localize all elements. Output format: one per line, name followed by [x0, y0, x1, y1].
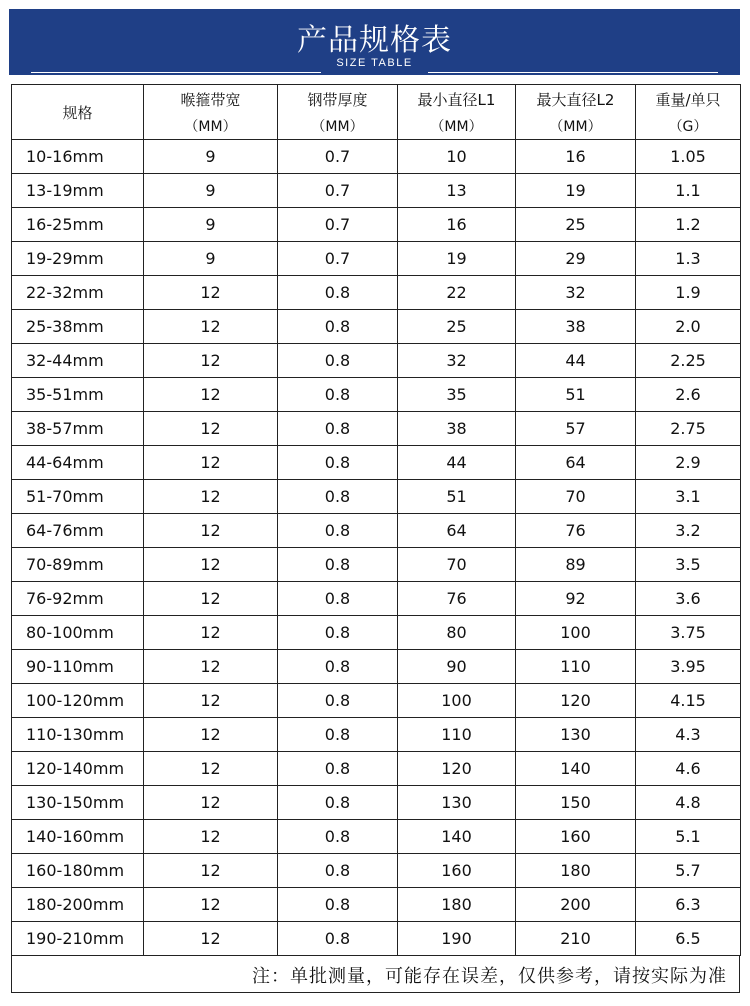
- footnote: [11, 955, 740, 993]
- thickness-cell: 0.8: [278, 922, 398, 956]
- weight-cell: 3.95: [636, 650, 741, 684]
- band-width-cell: 12: [144, 616, 278, 650]
- weight-cell: 6.5: [636, 922, 741, 956]
- spec-cell: 51-70mm: [12, 480, 144, 514]
- header-band-width: 喉箍带宽: [144, 85, 278, 114]
- unit-min-diameter: （MM）: [398, 113, 516, 140]
- band-width-cell: 12: [144, 344, 278, 378]
- thickness-cell: 0.8: [278, 718, 398, 752]
- unit-max-diameter: （MM）: [516, 113, 636, 140]
- thickness-cell: 0.7: [278, 208, 398, 242]
- max-diameter-cell: 150: [516, 786, 636, 820]
- thickness-cell: 0.8: [278, 752, 398, 786]
- min-diameter-cell: 90: [398, 650, 516, 684]
- band-width-cell: 9: [144, 208, 278, 242]
- spec-cell: 76-92mm: [12, 582, 144, 616]
- band-width-cell: 12: [144, 514, 278, 548]
- min-diameter-cell: 38: [398, 412, 516, 446]
- min-diameter-cell: 160: [398, 854, 516, 888]
- max-diameter-cell: 200: [516, 888, 636, 922]
- table-row: [12, 140, 741, 174]
- max-diameter-cell: 29: [516, 242, 636, 276]
- table-row: [12, 276, 741, 310]
- band-width-cell: 12: [144, 684, 278, 718]
- thickness-cell: 0.8: [278, 616, 398, 650]
- band-width-cell: 12: [144, 786, 278, 820]
- weight-cell: 1.1: [636, 174, 741, 208]
- table-row: [12, 514, 741, 548]
- spec-cell: 35-51mm: [12, 378, 144, 412]
- max-diameter-cell: 180: [516, 854, 636, 888]
- max-diameter-cell: 57: [516, 412, 636, 446]
- thickness-cell: 0.8: [278, 514, 398, 548]
- unit-weight: （G）: [636, 113, 741, 140]
- max-diameter-cell: 70: [516, 480, 636, 514]
- spec-cell: 110-130mm: [12, 718, 144, 752]
- spec-header: 规格: [12, 85, 144, 140]
- size-table: [11, 84, 741, 956]
- max-diameter-cell: 16: [516, 140, 636, 174]
- weight-cell: 3.75: [636, 616, 741, 650]
- band-width-cell: 9: [144, 242, 278, 276]
- band-width-cell: 12: [144, 548, 278, 582]
- min-diameter-cell: 110: [398, 718, 516, 752]
- spec-cell: 180-200mm: [12, 888, 144, 922]
- min-diameter-cell: 32: [398, 344, 516, 378]
- header-row-names: [12, 85, 741, 114]
- weight-cell: 4.6: [636, 752, 741, 786]
- weight-cell: 2.9: [636, 446, 741, 480]
- spec-cell: 140-160mm: [12, 820, 144, 854]
- max-diameter-cell: 76: [516, 514, 636, 548]
- header-weight: 重量/单只: [636, 85, 741, 114]
- table-row: [12, 650, 741, 684]
- weight-cell: 3.2: [636, 514, 741, 548]
- max-diameter-cell: 130: [516, 718, 636, 752]
- thickness-cell: 0.8: [278, 786, 398, 820]
- max-diameter-cell: 89: [516, 548, 636, 582]
- min-diameter-cell: 25: [398, 310, 516, 344]
- table-row: [12, 888, 741, 922]
- weight-cell: 2.25: [636, 344, 741, 378]
- band-width-cell: 12: [144, 752, 278, 786]
- banner-divider-right: [428, 72, 718, 73]
- thickness-cell: 0.8: [278, 854, 398, 888]
- max-diameter-cell: 51: [516, 378, 636, 412]
- table-row: [12, 922, 741, 956]
- spec-cell: 90-110mm: [12, 650, 144, 684]
- thickness-cell: 0.8: [278, 820, 398, 854]
- weight-cell: 6.3: [636, 888, 741, 922]
- band-width-cell: 9: [144, 174, 278, 208]
- header-thickness: 钢带厚度: [278, 85, 398, 114]
- min-diameter-cell: 16: [398, 208, 516, 242]
- max-diameter-cell: 140: [516, 752, 636, 786]
- band-width-cell: 12: [144, 378, 278, 412]
- thickness-cell: 0.8: [278, 344, 398, 378]
- spec-cell: 44-64mm: [12, 446, 144, 480]
- max-diameter-cell: 19: [516, 174, 636, 208]
- min-diameter-cell: 130: [398, 786, 516, 820]
- min-diameter-cell: 140: [398, 820, 516, 854]
- banner-divider-left: [31, 72, 321, 73]
- thickness-cell: 0.8: [278, 480, 398, 514]
- min-diameter-cell: 22: [398, 276, 516, 310]
- footnote-text: 注：单批测量，可能存在误差，仅供参考，请按实际为准: [252, 966, 727, 987]
- thickness-cell: 0.8: [278, 582, 398, 616]
- min-diameter-cell: 190: [398, 922, 516, 956]
- unit-band-width: （MM）: [144, 113, 278, 140]
- table-body: [12, 140, 741, 956]
- table-row: [12, 174, 741, 208]
- weight-cell: 4.15: [636, 684, 741, 718]
- table-row: [12, 820, 741, 854]
- band-width-cell: 12: [144, 446, 278, 480]
- band-width-cell: 12: [144, 922, 278, 956]
- table-row: [12, 684, 741, 718]
- page-title: 产品规格表: [297, 23, 452, 58]
- weight-cell: 5.1: [636, 820, 741, 854]
- max-diameter-cell: 32: [516, 276, 636, 310]
- min-diameter-cell: 44: [398, 446, 516, 480]
- max-diameter-cell: 44: [516, 344, 636, 378]
- thickness-cell: 0.8: [278, 310, 398, 344]
- weight-cell: 1.3: [636, 242, 741, 276]
- spec-cell: 190-210mm: [12, 922, 144, 956]
- min-diameter-cell: 35: [398, 378, 516, 412]
- max-diameter-cell: 92: [516, 582, 636, 616]
- weight-cell: 1.2: [636, 208, 741, 242]
- weight-cell: 4.8: [636, 786, 741, 820]
- thickness-cell: 0.8: [278, 446, 398, 480]
- spec-cell: 32-44mm: [12, 344, 144, 378]
- weight-cell: 2.0: [636, 310, 741, 344]
- thickness-cell: 0.8: [278, 276, 398, 310]
- min-diameter-cell: 80: [398, 616, 516, 650]
- spec-cell: 10-16mm: [12, 140, 144, 174]
- weight-cell: 5.7: [636, 854, 741, 888]
- thickness-cell: 0.8: [278, 888, 398, 922]
- max-diameter-cell: 64: [516, 446, 636, 480]
- min-diameter-cell: 76: [398, 582, 516, 616]
- thickness-cell: 0.8: [278, 378, 398, 412]
- unit-thickness: （MM）: [278, 113, 398, 140]
- thickness-cell: 0.8: [278, 412, 398, 446]
- min-diameter-cell: 120: [398, 752, 516, 786]
- header-min-diameter: 最小直径L1: [398, 85, 516, 114]
- table-row: [12, 786, 741, 820]
- weight-cell: 3.1: [636, 480, 741, 514]
- min-diameter-cell: 13: [398, 174, 516, 208]
- table-row: [12, 854, 741, 888]
- thickness-cell: 0.8: [278, 684, 398, 718]
- band-width-cell: 12: [144, 412, 278, 446]
- band-width-cell: 12: [144, 650, 278, 684]
- spec-cell: 19-29mm: [12, 242, 144, 276]
- max-diameter-cell: 210: [516, 922, 636, 956]
- table-row: [12, 480, 741, 514]
- max-diameter-cell: 38: [516, 310, 636, 344]
- band-width-cell: 12: [144, 480, 278, 514]
- min-diameter-cell: 100: [398, 684, 516, 718]
- band-width-cell: 12: [144, 854, 278, 888]
- spec-cell: 120-140mm: [12, 752, 144, 786]
- table-row: [12, 752, 741, 786]
- table-row: [12, 446, 741, 480]
- title-banner: [9, 9, 740, 75]
- weight-cell: 1.9: [636, 276, 741, 310]
- table-row: [12, 718, 741, 752]
- page-subtitle: SIZE TABLE: [336, 57, 413, 69]
- table-row: [12, 242, 741, 276]
- table-row: [12, 548, 741, 582]
- min-diameter-cell: 19: [398, 242, 516, 276]
- min-diameter-cell: 70: [398, 548, 516, 582]
- header-max-diameter: 最大直径L2: [516, 85, 636, 114]
- weight-cell: 3.5: [636, 548, 741, 582]
- spec-cell: 130-150mm: [12, 786, 144, 820]
- spec-cell: 38-57mm: [12, 412, 144, 446]
- min-diameter-cell: 51: [398, 480, 516, 514]
- weight-cell: 2.75: [636, 412, 741, 446]
- table-row: [12, 378, 741, 412]
- table-row: [12, 344, 741, 378]
- thickness-cell: 0.7: [278, 140, 398, 174]
- band-width-cell: 12: [144, 718, 278, 752]
- min-diameter-cell: 180: [398, 888, 516, 922]
- max-diameter-cell: 160: [516, 820, 636, 854]
- band-width-cell: 12: [144, 310, 278, 344]
- table-row: [12, 582, 741, 616]
- table-row: [12, 412, 741, 446]
- table-row: [12, 208, 741, 242]
- max-diameter-cell: 110: [516, 650, 636, 684]
- band-width-cell: 12: [144, 888, 278, 922]
- max-diameter-cell: 120: [516, 684, 636, 718]
- spec-cell: 22-32mm: [12, 276, 144, 310]
- thickness-cell: 0.7: [278, 174, 398, 208]
- max-diameter-cell: 100: [516, 616, 636, 650]
- spec-cell: 160-180mm: [12, 854, 144, 888]
- band-width-cell: 12: [144, 820, 278, 854]
- max-diameter-cell: 25: [516, 208, 636, 242]
- spec-cell: 70-89mm: [12, 548, 144, 582]
- table-row: [12, 310, 741, 344]
- spec-cell: 13-19mm: [12, 174, 144, 208]
- min-diameter-cell: 10: [398, 140, 516, 174]
- band-width-cell: 12: [144, 582, 278, 616]
- weight-cell: 1.05: [636, 140, 741, 174]
- spec-cell: 80-100mm: [12, 616, 144, 650]
- spec-cell: 16-25mm: [12, 208, 144, 242]
- thickness-cell: 0.8: [278, 650, 398, 684]
- weight-cell: 4.3: [636, 718, 741, 752]
- band-width-cell: 9: [144, 140, 278, 174]
- min-diameter-cell: 64: [398, 514, 516, 548]
- spec-cell: 100-120mm: [12, 684, 144, 718]
- thickness-cell: 0.7: [278, 242, 398, 276]
- spec-cell: 64-76mm: [12, 514, 144, 548]
- table-row: [12, 616, 741, 650]
- band-width-cell: 12: [144, 276, 278, 310]
- weight-cell: 3.6: [636, 582, 741, 616]
- thickness-cell: 0.8: [278, 548, 398, 582]
- spec-cell: 25-38mm: [12, 310, 144, 344]
- weight-cell: 2.6: [636, 378, 741, 412]
